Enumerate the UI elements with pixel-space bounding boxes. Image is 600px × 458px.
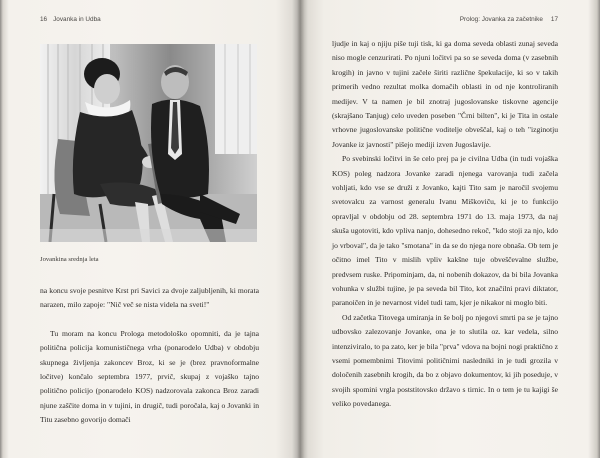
left-body-text xyxy=(40,284,259,428)
paragraph: na koncu svoje pesnitve Krst pri Savici za dvoje zaljubljenih, ki morata narazen, milo zapoje: "Nič več se nista videla na sveti!" xyxy=(40,286,259,310)
right-running-head xyxy=(460,16,558,23)
paragraph: ljudje in kaj o njiju piše tuji tisk, ki ga doma seveda oblasti zunaj seveda niso mogle cenzurirati. Po njuni ločitvi pa so se seveda doma (v zasebnih krogih) in javno v tujini začele širiti različne špekulacije, ki so v takih primerih vedno rezultat molka domačih oblasti in od nje kontroliranih medijev. V ta namen je bil znotraj jugoslovanske tiskovne agencije (skrajšano Tanjug) celo uveden poseben "Črni bilten", ki je Tita in ostale vrhovne jugoslovanske politične voditelje obveščal, kaj o teh "izginotju Jovanke iz javnosti" pišejo mediji izven Jugoslavije. xyxy=(332,39,558,149)
right-page-number: 17 xyxy=(550,16,558,23)
right-body-text xyxy=(332,37,558,412)
left-page-number: 16 xyxy=(40,16,48,23)
paragraph: Po svebinski ločitvi in še celo prej pa je civilna Udba (in tudi vojaška KOS) poleg nadzora Jovanke zaradi njenega varovanja tudi začela vohljati, kdo vse se druži z Jovanko, kajti Tito sam je naročil svojemu svetovalcu za varnost generalu Ivanu Miškoviču, ki je to funkcijo opravljal v obdobju od 28. septembra 1971 do 13. maja 1973, da naj skuša ugotoviti, kdo vpliva nanjo, dohesedno rekoč, "kdo stoji za njo, kdo jo vrboval", da je tako "smotana" in da se do njega nore obnaša. Ob tem je očitno imel Tito v mislih vpliv kakšne tuje obveščevalne službe, predvsem ruske. Pripominjam, da, ni nobenih dokazov, da bi bila Jovanka vohunka v službi tujine, je pa seveda bil Tito, kot značilni pravi diktator, paranoičen in je nevarnost videl tudi tam, kjer je nikakor ni moglo biti. xyxy=(332,154,558,308)
right-running-head-title: Prolog: Jovanka za začetnike xyxy=(459,16,543,23)
photograph-image xyxy=(40,44,257,242)
left-running-head xyxy=(40,16,101,23)
right-page xyxy=(300,0,600,458)
paragraph: Od začetka Titovega umiranja in še bolj po njegovi smrti pa se je tajno udbovsko zalezovanje Jovanke, ona je to slutila oz. kar vedela, silno intenziviralo, to pa zato, ker je bila "prva" vdova na bojni nogi praktično z vsemi pomembnimi Titovimi političnimi nasledniki in je tudi grozila v določenih zasebnih krogih, da bo z objavo dokumentov, ki jih poseduje, v svojih spomini vrgla poststitovsko državo s tirnic. In o tem je tu kajigi še veliko povedanega. xyxy=(332,312,558,409)
photograph xyxy=(40,44,257,242)
paragraph: Tu moram na koncu Prologa metodološko opomniti, da je tajna politična policija komunističnega vrha (ponarodelo Udba) v obdobju skupnega življenja zakoncev Broz, ki se je (brez pravnoformalne ločitve) končalo septembra 1977, prvič, skupaj z vojaško tajno politično policijo (ponarodelo KOS) nadzorovala zakonca Broz zaradi njune zaščite doma in v tujini, in drugič, tudi poročala, kaj o Jovanki in Titu zasebno govorijo domači xyxy=(40,328,259,425)
left-running-head-title: Jovanka in Udba xyxy=(53,16,101,23)
figure-caption: Jovankina srednja leta xyxy=(40,256,99,263)
